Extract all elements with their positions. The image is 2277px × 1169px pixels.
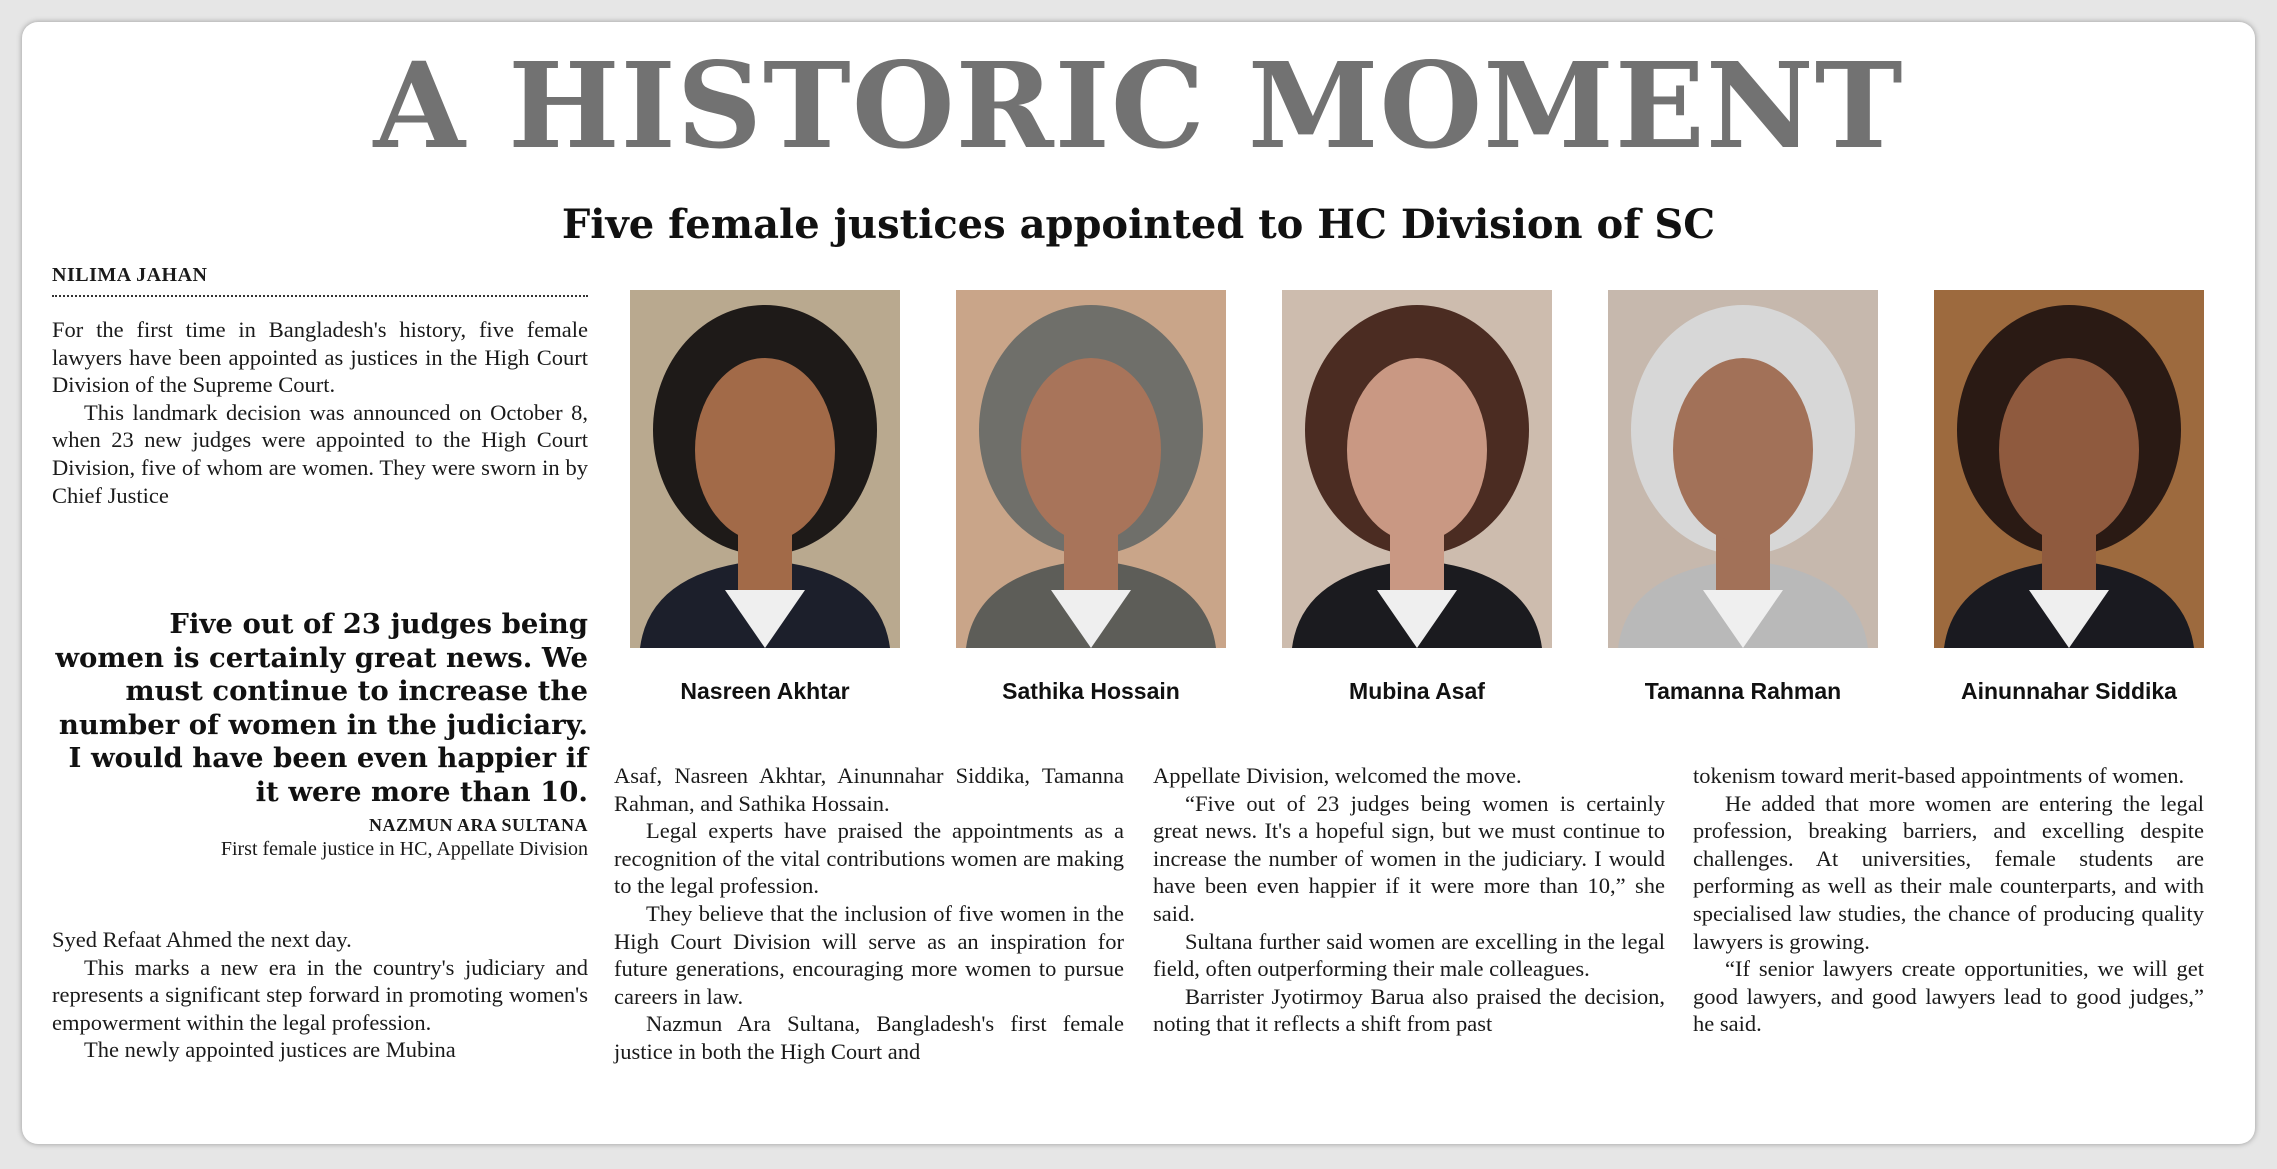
paragraph: This marks a new era in the country's judiciary and represents a significant step forward in promoting women's empowerment within the legal profession. xyxy=(52,954,588,1035)
photo-sathika-hossain xyxy=(956,290,1226,648)
portrait-illustration xyxy=(956,290,1226,648)
column-1-top xyxy=(52,316,588,509)
paragraph: Asaf, Nasreen Akhtar, Ainunnahar Siddika, Tamanna Rahman, and Sathika Hossain. xyxy=(614,763,1124,816)
photo-ainunnahar-siddika xyxy=(1934,290,2204,648)
paragraph: tokenism toward merit-based appointments of women. xyxy=(1693,763,2185,788)
photo-nasreen-akhtar xyxy=(630,290,900,648)
photo-tamanna-rahman xyxy=(1608,290,1878,648)
paragraph: For the first time in Bangladesh's history, five female lawyers have been appointed as justices in the High Court Division of the Supreme Court. xyxy=(52,317,588,398)
paragraph: “Five out of 23 judges being women is certainly great news. It's a hopeful sign, but we must continue to increase the number of women in the judiciary. I would have been even happier if it were more than 10,” she said. xyxy=(1153,790,1665,926)
face-shape xyxy=(1999,358,2139,542)
column-2 xyxy=(614,762,1124,1066)
photo-caption: Nasreen Akhtar xyxy=(680,678,850,704)
paragraph: Sultana further said women are excelling in the legal field, often outperforming their male colleagues. xyxy=(1153,928,1665,982)
paragraph: Legal experts have praised the appointments as a recognition of the vital contributions women are making to the legal profession. xyxy=(614,818,1124,899)
photo-mubina-asaf xyxy=(1282,290,1552,648)
photo-caption: Tamanna Rahman xyxy=(1644,678,1842,704)
byline: NILIMA JAHAN xyxy=(52,264,588,297)
photo-caption: Sathika Hossain xyxy=(1002,678,1180,704)
paragraph: This landmark decision was announced on October 8, when 23 new judges were appointed to the High Court Division, five of whom are women. They were sworn in by Chief Justice xyxy=(52,399,588,508)
paragraph: They believe that the inclusion of five women in the High Court Division will serve as an inspiration for future generations, encouraging more women to pursue careers in law. xyxy=(614,900,1124,1009)
paragraph: Nazmun Ara Sultana, Bangladesh's first female justice in both the High Court and xyxy=(614,1011,1124,1064)
portrait-illustration xyxy=(1282,290,1552,648)
face-shape xyxy=(695,358,835,542)
paragraph: Syed Refaat Ahmed the next day. xyxy=(52,927,352,952)
column-1-bottom xyxy=(52,926,588,1064)
face-shape xyxy=(1021,358,1161,542)
portrait-illustration xyxy=(1608,290,1878,648)
photo-caption: Mubina Asaf xyxy=(1349,678,1485,704)
pull-quote-author: NAZMUN ARA SULTANA xyxy=(368,815,588,835)
face-shape xyxy=(1673,358,1813,542)
photo-caption: Ainunnahar Siddika xyxy=(1961,678,2177,704)
pull-quote-role: First female justice in HC, Appellate Division xyxy=(220,838,588,860)
paragraph: Barrister Jyotirmoy Barua also praised the decision, noting that it reflects a shift from past xyxy=(1153,983,1665,1037)
paragraph: The newly appointed justices are Mubina xyxy=(84,1037,456,1063)
portrait-illustration xyxy=(630,290,900,648)
column-3 xyxy=(1153,762,1665,1038)
paragraph: “If senior lawyers create opportunities, we will get good lawyers, and good lawyers lead to good judges,” he said. xyxy=(1693,956,2204,1037)
subheadline: Five female justices appointed to HC Division of SC xyxy=(561,201,1716,248)
paragraph: He added that more women are entering the legal profession, breaking barriers, and excelling despite challenges. At universities, female students are performing as well as their male counterparts, and with specialised law studies, the chance of producing quality lawyers is growing. xyxy=(1693,790,2204,954)
portrait-illustration xyxy=(1934,290,2204,648)
face-shape xyxy=(1347,358,1487,542)
column-4 xyxy=(1693,762,2204,1038)
headline: A HISTORIC MOMENT xyxy=(373,36,1904,175)
pull-quote: Five out of 23 judges being women is certainly great news. We must continue to increase the number of women in the judiciary. I would have been even happier if it were more than 10. xyxy=(55,608,588,808)
paragraph: Appellate Division, welcomed the move. xyxy=(1153,763,1522,788)
